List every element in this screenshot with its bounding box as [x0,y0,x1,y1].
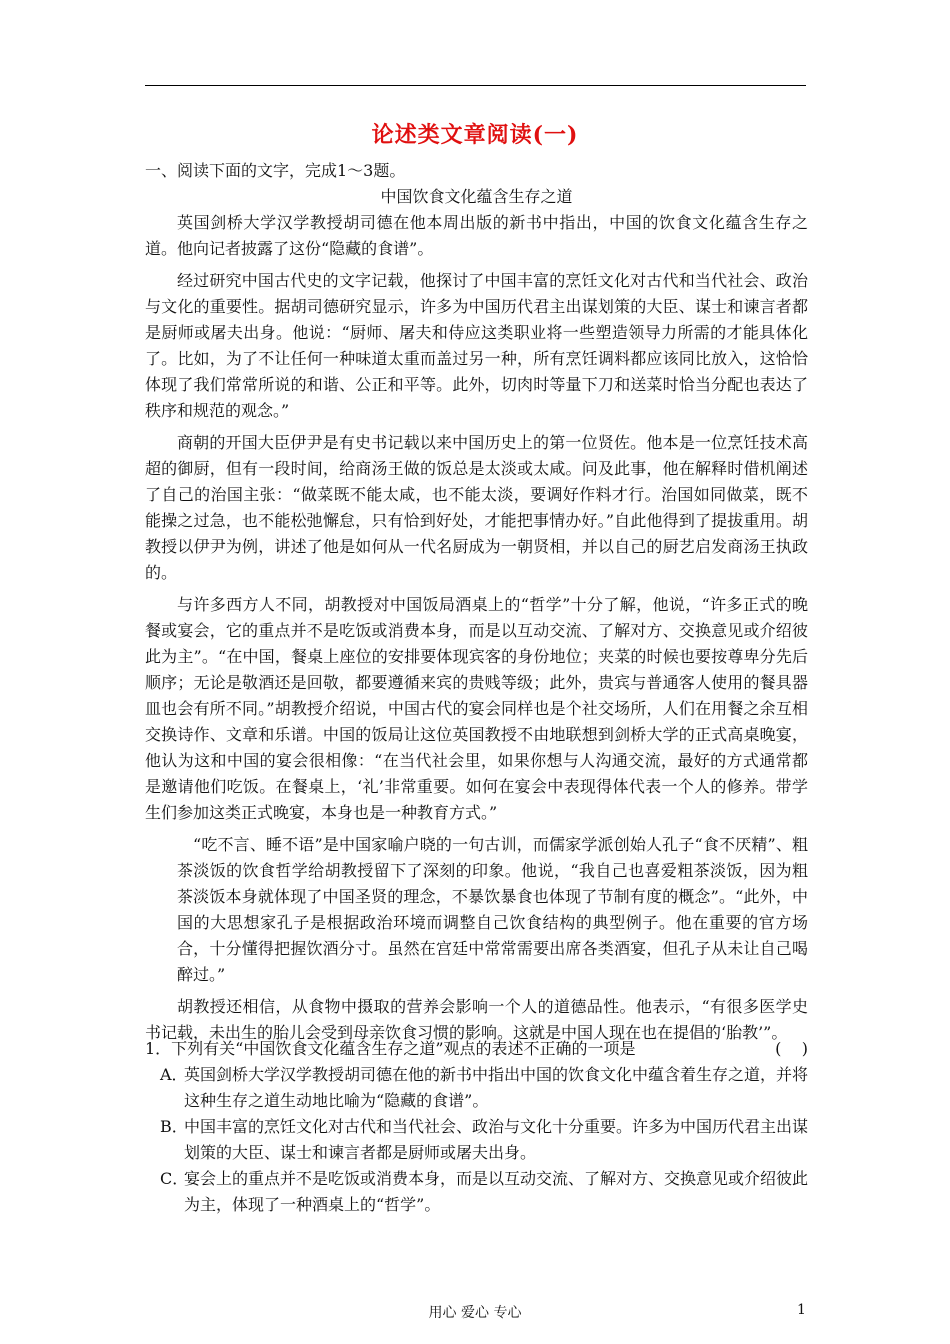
footer-slogan: 用心 爱心 专心 [428,1305,522,1321]
answer-blank: ( ) [775,1039,808,1058]
section-instruction: 一、阅读下面的文字，完成1～3题。 [145,161,406,180]
option-text: 中国丰富的烹饪文化对古代和当代社会、政治与文化十分重要。许多为中国历代君主出谋划策的大臣、谋士和谏言者都是厨师或屠夫出身。 [184,1117,809,1162]
article-paragraph: “吃不言、睡不语”是中国家喻户晓的一句古训，而儒家学派创始人孔子“食不厌精”、粗茶淡饭的饮食哲学给胡教授留下了深刻的印象。他说，“我自己也喜爱粗茶淡饭，因为粗茶淡饭本身就体现了中国圣贤的理念，不暴饮暴食也体现了节制有度的概念”。“此外，中国的大思想家孔子是根据政治环境而调整自己饮食结构的典型例子。他在重要的官方场合，十分懂得把握饮酒分寸。虽然在宫廷中常常需要出席各类酒宴，但孔子从未让自己喝醉过。” [177,835,808,984]
option-label: A． [160,1065,188,1084]
option-text: 英国剑桥大学汉学教授胡司德在他的新书中指出中国的饮食文化中蕴含着生存之道，并将这种生存之道生动地比喻为“隐藏的食谱”。 [184,1065,809,1110]
article [145,184,808,1046]
option-b [160,1114,808,1166]
question-stem: 1．下列有关“中国饮食文化蕴含生存之道”观点的表述不正确的一项是 [145,1039,636,1058]
article-paragraph: 经过研究中国古代史的文字记载，他探讨了中国丰富的烹饪文化对古代和当代社会、政治与文化的重要性。据胡司德研究显示，许多为中国历代君主出谋划策的大臣、谋士和谏言者都是厨师或屠夫出身。他说：“厨师、屠夫和侍应这类职业将一些塑造领导力所需的才能具体化了。比如，为了不让任何一种味道太重而盖过另一种，所有烹饪调料都应该同比放入，这恰恰体现了我们常常所说的和谐、公正和平等。此外，切肉时等量下刀和送菜时恰当分配也表达了秩序和规范的观念。” [145,271,808,420]
option-text: 宴会上的重点并不是吃饭或消费本身，而是以互动交流、了解对方、交换意见或介绍彼此为主，体现了一种酒桌上的“哲学”。 [184,1169,809,1214]
article-paragraph: 胡教授还相信，从食物中摄取的营养会影响一个人的道德品性。他表示，“有很多医学史书记载，未出生的胎儿会受到母亲饮食习惯的影响。这就是中国人现在也在提倡的‘胎教’”。 [145,997,808,1042]
question-1 [145,1036,808,1062]
page-number: 1 [797,1302,806,1318]
page-title: 论述类文章阅读(一) [371,122,579,148]
option-label: B． [160,1117,188,1136]
article-paragraph: 与许多西方人不同，胡教授对中国饭局酒桌上的“哲学”十分了解，他说，“许多正式的晚餐或宴会，它的重点并不是吃饭或消费本身，而是以互动交流、了解对方、交换意见或介绍彼此为主”。“在中国，餐桌上座位的安排要体现宾客的身份地位；夹菜的时候也要按尊卑分先后顺序；无论是敬酒还是回敬，都要遵循来宾的贵贱等级；此外，贵宾与普通客人使用的餐具器皿也会有所不同。”胡教授介绍说，中国古代的宴会同样也是个社交场所，人们在用餐之余互相交换诗作、文章和乐谱。中国的饭局让这位英国教授不由地联想到剑桥大学的正式高桌晚宴，他认为这和中国的宴会很相像：“在当代社会里，如果你想与人沟通交流，最好的方式通常都是邀请他们吃饭。在餐桌上，‘礼’非常重要。如何在宴会中表现得体代表一个人的修养。带学生们参加这类正式晚宴，本身也是一种教育方式。” [145,595,808,822]
option-label: C． [160,1169,189,1188]
header-rule [145,85,806,86]
article-paragraph: 商朝的开国大臣伊尹是有史书记载以来中国历史上的第一位贤佐。他本是一位烹饪技术高超的御厨，但有一段时间，给商汤王做的饭总是太淡或太咸。问及此事，他在解释时借机阐述了自己的治国主张：“做菜既不能太咸，也不能太淡，要调好作料才行。治国如同做菜，既不能操之过急，也不能松弛懈怠，只有恰到好处，才能把事情办好。”自此他得到了提拔重用。胡教授以伊尹为例，讲述了他是如何从一代名厨成为一朝贤相，并以自己的厨艺启发商汤王执政的。 [145,433,808,582]
article-paragraph: 英国剑桥大学汉学教授胡司德在他本周出版的新书中指出，中国的饮食文化蕴含生存之道。他向记者披露了这份“隐藏的食谱”。 [145,213,808,258]
option-a [160,1062,808,1114]
article-heading: 中国饮食文化蕴含生存之道 [380,187,573,206]
option-c [160,1166,808,1218]
